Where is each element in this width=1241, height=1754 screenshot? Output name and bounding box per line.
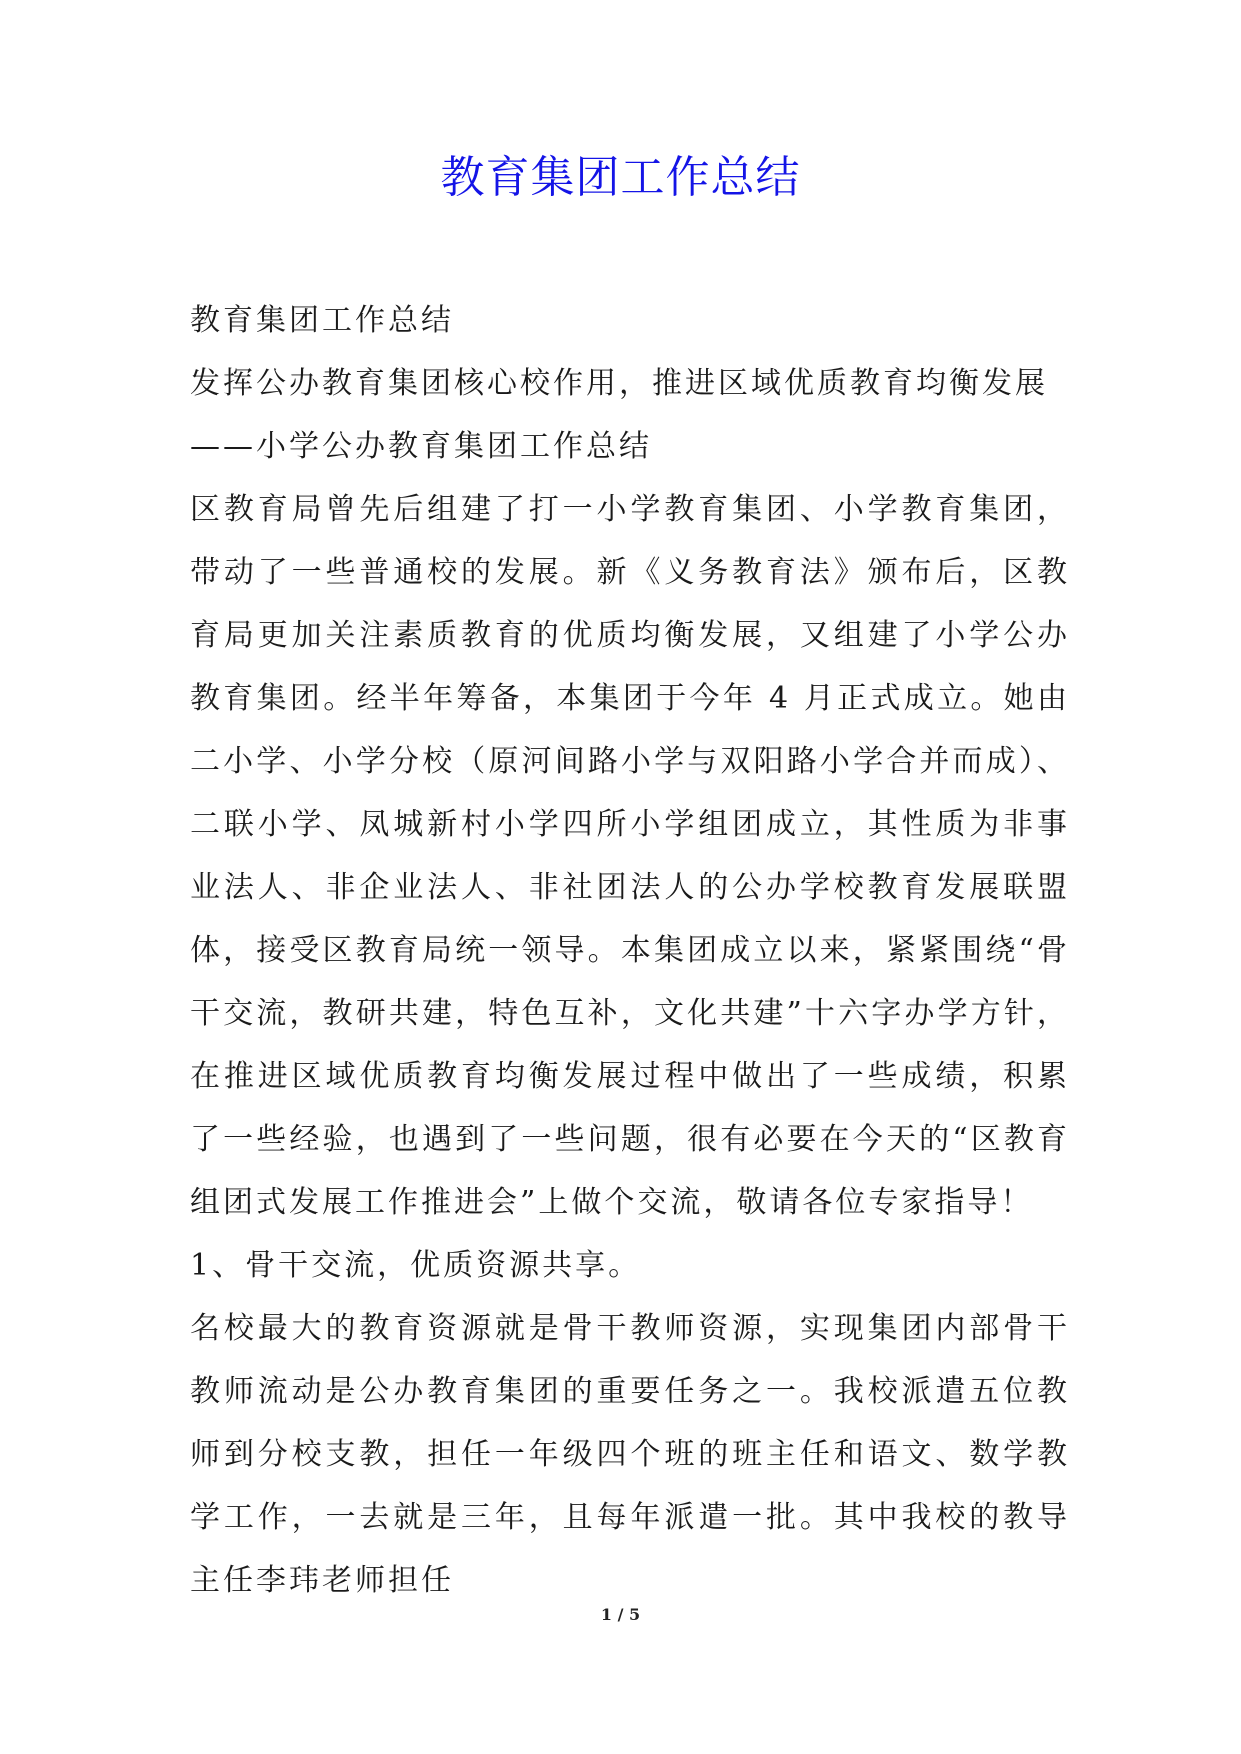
paragraph-section-heading: 1、骨干交流，优质资源共享。	[190, 1248, 642, 1283]
paragraph-intro: 区教育局曾先后组建了打一小学教育集团、小学教育集团，带动了一些普通校的发展。新《义务教育法》颁布后，区教育局更加关注素质教育的优质均衡发展，又组建了小学公办教育集团。经半年筹备，本集团于今年 4 月正式成立。她由二小学、小学分校（原河间路小学与双阳路小学合并而成）、二联小学、凤城新村小学四所小学组团成立，其性质为非事业法人、非企业法人、非社团法人的公办学校教育发展联盟体，接受区教育局统一领导。本集团成立以来，紧紧围绕“骨干交流，教研共建，特色互补，文化共建”十六字办学方针，在推进区域优质教育均衡发展过程中做出了一些成绩，积累了一些经验，也遇到了一些问题，很有必要在今天的“区教育组团式发展工作推进会”上做个交流，敬请各位专家指导！	[190, 492, 1070, 1220]
paragraph-subtitle: 发挥公办教育集团核心校作用，推进区域优质教育均衡发展	[190, 366, 1048, 401]
paragraph-heading: 教育集团工作总结	[190, 303, 454, 338]
paragraph-byline: ——小学公办教育集团工作总结	[190, 429, 652, 464]
document-title: 教育集团工作总结	[440, 152, 801, 203]
document-body	[190, 289, 1070, 1612]
paragraph-section-body: 名校最大的教育资源就是骨干教师资源，实现集团内部骨干教师流动是公办教育集团的重要任务之一。我校派遣五位教师到分校支教，担任一年级四个班的班主任和语文、数学教学工作，一去就是三年，且每年派遣一批。其中我校的教导主任李玮老师担任	[190, 1311, 1070, 1598]
page-number: 1 / 5	[600, 1605, 641, 1624]
